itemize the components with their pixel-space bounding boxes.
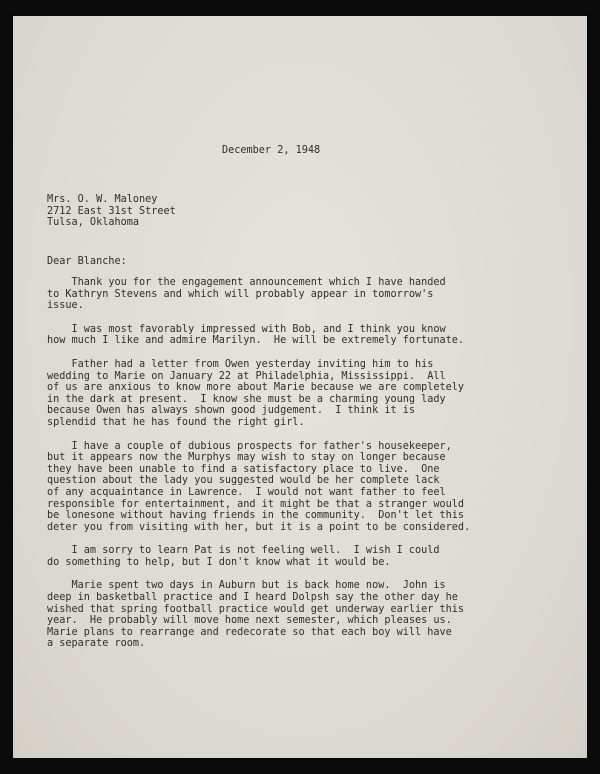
paragraph-line: of us are anxious to know more about Marie because we are completely: [47, 382, 465, 394]
paragraph-line: Marie plans to rearrange and redecorate so that each boy will have: [47, 626, 452, 638]
paragraph-line: a separate room.: [47, 638, 146, 650]
salutation: [47, 256, 567, 268]
paragraph-line: I was most favorably impressed with Bob, and I think you know: [47, 323, 446, 335]
paragraph: [47, 441, 567, 534]
paragraph-line: Father had a letter from Owen yesterday inviting him to his: [47, 358, 434, 370]
paragraph: [47, 324, 567, 347]
paragraph: [47, 545, 567, 568]
paragraph-line: deep in basketball practice and I heard Dolpsh say the other day he: [47, 592, 458, 604]
paragraph-line: I have a couple of dubious prospects for father's housekeeper,: [47, 440, 452, 452]
paragraph-line: to Kathryn Stevens and which will probably appear in tomorrow's: [47, 288, 434, 300]
letter-body: [47, 277, 567, 662]
paragraph-line: be lonesone without having friends in the community. Don't let this: [47, 510, 465, 522]
paragraph-line: how much I like and admire Marilyn. He will be extremely fortunate.: [47, 335, 465, 347]
paragraph-line: of any acquaintance in Lawrence. I would not want father to feel: [47, 486, 446, 498]
addressee-line: 2712 East 31st Street: [47, 205, 176, 217]
paragraph-line: issue.: [47, 300, 84, 312]
paragraph-line: splendid that he has found the right girl.: [47, 416, 305, 428]
paragraph-line: in the dark at present. I know she must be a charming young lady: [47, 393, 446, 405]
paragraph-line: year. He probably will move home next semester, which pleases us.: [47, 615, 452, 627]
paragraph-line: deter you from visiting with her, but it is a point to be considered.: [47, 521, 471, 533]
paragraph-line: do something to help, but I don't know what it would be.: [47, 556, 391, 568]
letter-date: December 2, 1948: [222, 145, 321, 156]
paragraph-line: Marie spent two days in Auburn but is back home now. John is: [47, 580, 446, 592]
paragraph-line: because Owen has always shown good judgement. I think it is: [47, 405, 416, 417]
addressee-block: [47, 194, 567, 229]
paragraph-line: I am sorry to learn Pat is not feeling well. I wish I could: [47, 545, 440, 557]
addressee-line: Mrs. O. W. Maloney: [47, 194, 158, 205]
paragraph-line: wished that spring football practice would get underway earlier this: [47, 603, 465, 615]
paragraph-line: but it appears now the Murphys may wish to stay on longer because: [47, 452, 446, 464]
addressee-line: Tulsa, Oklahoma: [47, 217, 140, 229]
paragraph: [47, 580, 567, 650]
paragraph-line: responsible for entertainment, and it might be that a stranger would: [47, 498, 465, 510]
paragraph-line: Thank you for the engagement announcement which I have handed: [47, 277, 446, 288]
paragraph: [47, 359, 567, 429]
paragraph-line: question about the lady you suggested would be her complete lack: [47, 475, 440, 487]
salutation-text: Dear Blanche:: [47, 256, 127, 267]
paragraph-line: wedding to Marie on January 22 at Philadelphia, Mississippi. All: [47, 370, 446, 382]
paragraph-line: they have been unable to find a satisfactory place to live. One: [47, 463, 440, 475]
paragraph: [47, 277, 567, 312]
